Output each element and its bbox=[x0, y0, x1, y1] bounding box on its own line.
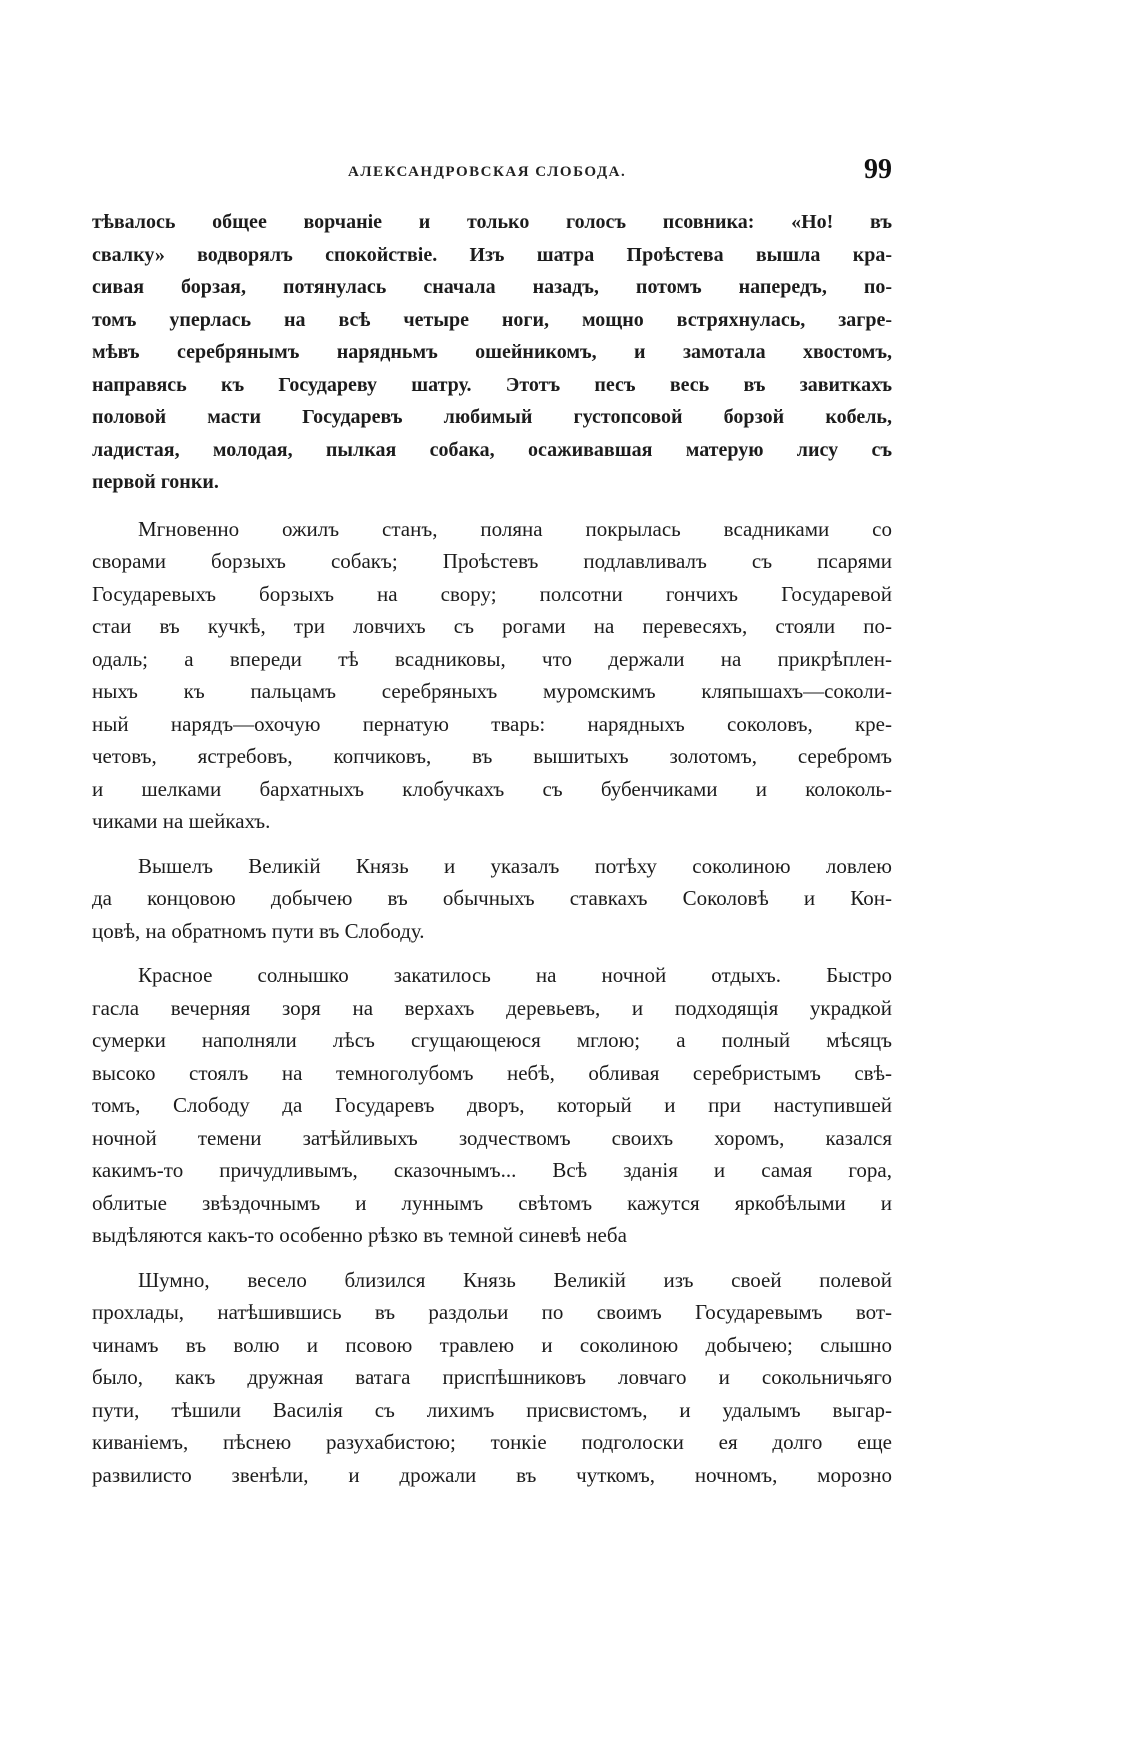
text-line: сворами борзыхъ собакъ; Проѣстевъ подлавливалъ съ псарями bbox=[92, 549, 892, 573]
text-line: чиками на шейкахъ. bbox=[92, 809, 271, 833]
text-line: ладистая, молодая, пылкая собака, осаживавшая матерую лису съ bbox=[92, 438, 892, 461]
text-line: тѣвалось общее ворчаніе и только голосъ псовника: «Но! въ bbox=[92, 211, 892, 233]
paragraph-3 bbox=[92, 850, 892, 948]
page-number: 99 bbox=[864, 154, 892, 185]
text-line: Красное солнышко закатилось на ночной отдыхъ. Быстро bbox=[138, 963, 892, 987]
text-line: пути, тѣшили Василія съ лихимъ присвистомъ, и удалымъ выгар- bbox=[92, 1397, 892, 1422]
text-line: гасла вечерняя зоря на верхахъ деревьевъ, и подходящія украдкой bbox=[92, 995, 892, 1020]
text-line: ный нарядъ—охочую пернатую тварь: нарядныхъ соколовъ, кре- bbox=[92, 711, 892, 736]
page-header bbox=[92, 154, 892, 198]
text-line: ночной темени затѣйливыхъ зодчествомъ своихъ хоромъ, казался bbox=[92, 1125, 892, 1150]
text-line: да концовою добычею въ обычныхъ ставкахъ Соколовѣ и Кон- bbox=[92, 886, 892, 910]
text-line: первой гонки. bbox=[92, 471, 219, 493]
text-line: свалку» водворялъ спокойствіе. Изъ шатра Проѣстева вышла кра- bbox=[92, 243, 892, 266]
text-line: мѣвъ серебрянымъ нарядньмъ ошейникомъ, и замотала хвостомъ, bbox=[92, 341, 892, 363]
body-text bbox=[92, 206, 892, 1491]
text-line: стаи въ кучкѣ, три ловчихъ съ рогами на перевесяхъ, стояли по- bbox=[92, 614, 892, 638]
text-line: томъ, Слободу да Государевъ дворъ, который и при наступившей bbox=[92, 1093, 892, 1117]
text-line: направясь къ Государеву шатру. Этотъ песъ весь въ завиткахъ bbox=[92, 373, 892, 396]
paragraph-2 bbox=[92, 513, 892, 838]
text-line: какимъ-то причудливымъ, сказочнымъ... Всѣ зданія и самая гора, bbox=[92, 1158, 892, 1182]
text-line: одаль; а впереди тѣ всадниковы, что держали на прикрѣплен- bbox=[92, 646, 892, 671]
text-line: Мгновенно ожилъ станъ, поляна покрылась всадниками со bbox=[138, 516, 892, 541]
paragraph-1 bbox=[92, 206, 892, 499]
text-line: четовъ, ястребовъ, копчиковъ, въ вышитыхъ золотомъ, серебромъ bbox=[92, 744, 892, 768]
text-line: Вышелъ Великій Князь и указалъ потѣху соколиною ловлею bbox=[138, 853, 892, 878]
text-line: Государевыхъ борзыхъ на свору; полсотни гончихъ Государевой bbox=[92, 581, 892, 606]
paragraph-5 bbox=[92, 1264, 892, 1492]
text-line: цовѣ, на обратномъ пути въ Слободу. bbox=[92, 918, 425, 943]
paragraph-4 bbox=[92, 959, 892, 1252]
text-line: облитые звѣздочнымъ и луннымъ свѣтомъ кажутся яркобѣлыми и bbox=[92, 1190, 892, 1215]
text-line: Шумно, весело близился Князь Великій изъ своей полевой bbox=[138, 1267, 892, 1292]
text-line: чинамъ въ волю и псовою травлею и соколиною добычею; слышно bbox=[92, 1332, 892, 1357]
text-line: прохлады, натѣшившись въ раздольи по своимъ Государевымъ вот- bbox=[92, 1300, 892, 1324]
text-line: выдѣляются какъ-то особенно рѣзко въ темной синевѣ неба bbox=[92, 1223, 627, 1247]
text-line: развилисто звенѣли, и дрожали въ чуткомъ, ночномъ, морозно bbox=[92, 1462, 892, 1487]
text-line: сумерки наполняли лѣсъ сгущающеюся мглою; а полный мѣсяцъ bbox=[92, 1028, 892, 1052]
text-line: киваніемъ, пѣснею разухабистою; тонкіе подголоски ея долго еще bbox=[92, 1430, 892, 1454]
text-line: ныхъ къ пальцамъ серебряныхъ муромскимъ кляпышахъ—соколи- bbox=[92, 679, 892, 703]
text-line: томъ уперлась на всѣ четыре ноги, мощно встряхнулась, загре- bbox=[92, 308, 892, 331]
text-line: и шелками бархатныхъ клобучкахъ съ бубенчиками и колоколь- bbox=[92, 776, 892, 801]
text-line: сивая борзая, потянулась сначала назадъ, потомъ напередъ, по- bbox=[92, 276, 892, 298]
running-title: АЛЕКСАНДРОВСКАЯ СЛОБОДА. bbox=[348, 164, 627, 180]
text-line: высоко стоялъ на темноголубомъ небѣ, обливая серебристымъ свѣ- bbox=[92, 1060, 892, 1085]
text-line: половой масти Государевъ любимый густопсовой борзой кобель, bbox=[92, 406, 892, 428]
text-line: было, какъ дружная ватага приспѣшниковъ ловчаго и сокольничьяго bbox=[92, 1365, 892, 1389]
